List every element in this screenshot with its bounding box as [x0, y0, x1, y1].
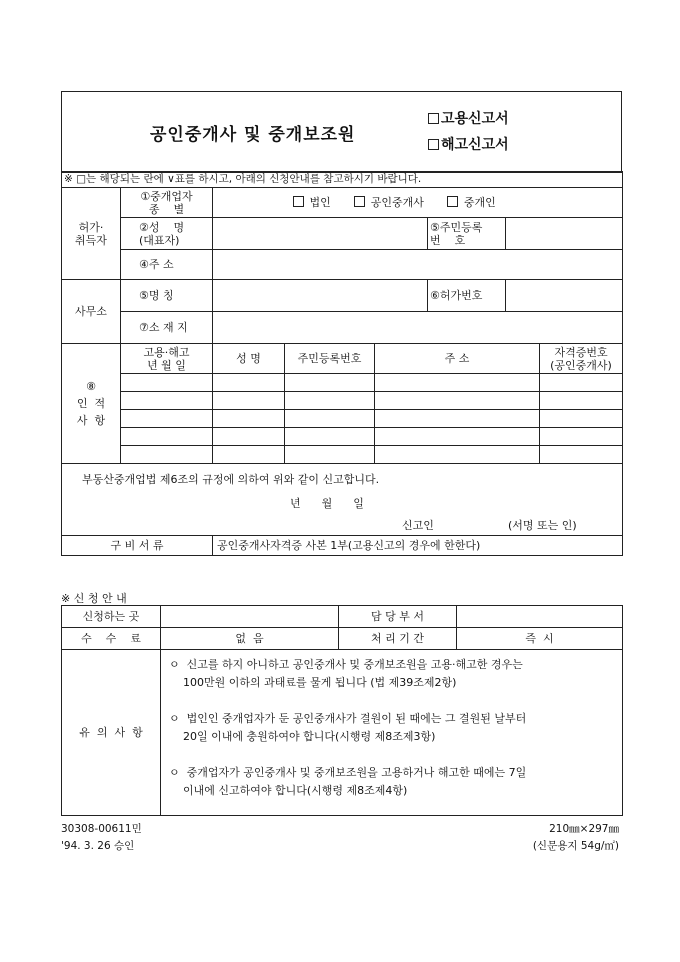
where-label: 신청하는 곳 — [62, 606, 161, 628]
personnel-cell[interactable] — [375, 410, 540, 428]
personnel-header-date: 고용·해고 년 월 일 — [121, 344, 213, 374]
signature-label: (서명 또는 인) — [508, 519, 577, 532]
fee-value: 없 음 — [161, 628, 339, 650]
type-option-realtor[interactable]: 공인중개사 — [354, 196, 424, 209]
paper-size: 210㎜×297㎜ — [549, 823, 619, 835]
personnel-header-rrn: 주민등록번호 — [285, 344, 375, 374]
office-section-label: 사무소 — [62, 280, 121, 344]
personnel-cell[interactable] — [375, 428, 540, 446]
guide-table — [61, 605, 623, 816]
office-name-field[interactable] — [213, 280, 428, 312]
instruction-text: ※ □는 해당되는 란에 ∨표를 하시고, 아래의 신청안내를 참고하시기 바랍니다. — [62, 172, 623, 188]
fire-report-option[interactable]: 해고신고서 — [428, 134, 509, 154]
broker-checkbox[interactable] — [447, 196, 458, 207]
business-type-label: ①중개업자 종 별 — [121, 188, 213, 218]
guide-title: ※ 신 청 안 내 — [61, 592, 127, 605]
approval-date: '94. 3. 26 승인 — [61, 840, 135, 852]
personnel-cell[interactable] — [540, 410, 623, 428]
fire-checkbox[interactable] — [428, 139, 439, 150]
licensee-section-label: 허가· 취득자 — [62, 188, 121, 280]
personnel-cell[interactable] — [540, 446, 623, 464]
personnel-cell[interactable] — [540, 392, 623, 410]
personnel-cell[interactable] — [285, 392, 375, 410]
declaration-box — [62, 464, 623, 536]
type-option-corporation[interactable]: 법인 — [293, 196, 331, 209]
declaration-text: 부동산중개업법 제6조의 규정에 의하여 위와 같이 신고합니다. — [82, 473, 380, 486]
form-title: 공인중개사 및 중개보조원 — [150, 125, 356, 145]
personnel-cell[interactable] — [375, 392, 540, 410]
note-item: ㅇ 법인인 중개업자가 둔 공인중개사가 결원이 된 때에는 그 결원된 날부터 20일 이내에 충원하여야 합니다(시행령 제8조제3항) — [169, 712, 527, 743]
required-docs-label: 구 비 서 류 — [62, 536, 213, 556]
report-date: 년 월 일 — [290, 497, 364, 510]
notes-label: 유 의 사 항 — [62, 650, 161, 816]
table-row — [62, 392, 623, 410]
personnel-cell[interactable] — [285, 428, 375, 446]
personnel-cell[interactable] — [540, 428, 623, 446]
form-title-box — [61, 91, 622, 173]
rrn-field[interactable] — [506, 218, 623, 250]
office-location-label: ⑦소 재 지 — [121, 312, 213, 344]
personnel-cell[interactable] — [121, 446, 213, 464]
personnel-cell[interactable] — [213, 374, 285, 392]
type-option-broker[interactable]: 중개인 — [447, 196, 495, 209]
personnel-section-label: ⑧ 인 적 사 항 — [62, 344, 121, 464]
rrn-label: ⑤주민등록 번 호 — [428, 218, 506, 250]
personnel-cell[interactable] — [121, 428, 213, 446]
realtor-checkbox[interactable] — [354, 196, 365, 207]
business-type-options — [213, 188, 623, 218]
personnel-cell[interactable] — [213, 446, 285, 464]
personnel-cell[interactable] — [285, 446, 375, 464]
corporation-checkbox[interactable] — [293, 196, 304, 207]
dept-value — [457, 606, 623, 628]
table-row — [62, 410, 623, 428]
personnel-cell[interactable] — [540, 374, 623, 392]
note-item: ㅇ 중개업자가 공인중개사 및 중개보조원을 고용하거나 해고한 때에는 7일 이내에 신고하여야 합니다(시행령 제8조제4항) — [169, 766, 527, 797]
personnel-cell[interactable] — [213, 410, 285, 428]
address-label: ④주 소 — [121, 250, 213, 280]
personnel-cell[interactable] — [213, 428, 285, 446]
table-row — [62, 446, 623, 464]
period-label: 처 리 기 간 — [339, 628, 457, 650]
address-field[interactable] — [213, 250, 623, 280]
personnel-cell[interactable] — [375, 374, 540, 392]
personnel-cell[interactable] — [375, 446, 540, 464]
personnel-cell[interactable] — [285, 374, 375, 392]
personnel-cell[interactable] — [121, 410, 213, 428]
table-row — [62, 428, 623, 446]
office-name-label: ⑤명 칭 — [121, 280, 213, 312]
personnel-cell[interactable] — [121, 392, 213, 410]
hire-report-option[interactable]: 고용신고서 — [428, 108, 509, 128]
personnel-cell[interactable] — [121, 374, 213, 392]
office-location-field[interactable] — [213, 312, 623, 344]
license-number-label: ⑥허가번호 — [428, 280, 506, 312]
form-code: 30308-00611민 — [61, 823, 142, 835]
name-label: ②성 명 (대표자) — [121, 218, 213, 250]
required-docs-value: 공인중개사자격증 사본 1부(고용신고의 경우에 한한다) — [213, 536, 623, 556]
personnel-cell[interactable] — [285, 410, 375, 428]
main-form-table — [61, 171, 623, 556]
dept-label: 담 당 부 서 — [339, 606, 457, 628]
period-value: 즉 시 — [457, 628, 623, 650]
where-value — [161, 606, 339, 628]
paper-type: (신문용지 54g/㎡) — [532, 840, 619, 852]
fee-label: 수 수 료 — [62, 628, 161, 650]
personnel-cell[interactable] — [213, 392, 285, 410]
reporter-label: 신고인 — [402, 519, 434, 532]
personnel-header-name: 성 명 — [213, 344, 285, 374]
hire-checkbox[interactable] — [428, 113, 439, 124]
notes-cell — [161, 650, 623, 816]
license-number-field[interactable] — [506, 280, 623, 312]
personnel-header-cert: 자격증번호 (공인중개사) — [540, 344, 623, 374]
note-item: ㅇ 신고를 하지 아니하고 공인중개사 및 중개보조원을 고용·해고한 경우는 100만원 이하의 과태료를 물게 됩니다 (법 제39조제2항) — [169, 658, 523, 689]
table-row — [62, 374, 623, 392]
name-field[interactable] — [213, 218, 428, 250]
personnel-header-address: 주 소 — [375, 344, 540, 374]
